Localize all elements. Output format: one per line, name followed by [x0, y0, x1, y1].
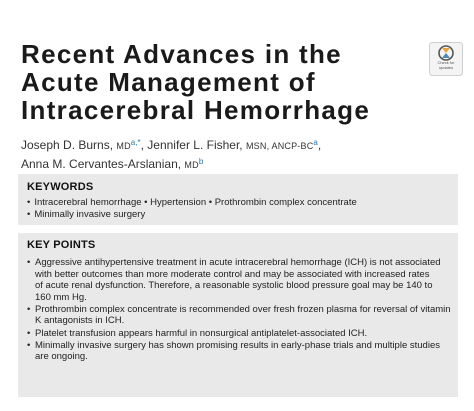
- author-line: [21, 154, 461, 173]
- author-line: [21, 135, 461, 154]
- affiliation-link[interactable]: a: [313, 138, 318, 147]
- author-credential: MD: [116, 141, 131, 151]
- bullet-glyph: •: [27, 339, 31, 351]
- title-line: Acute Management of: [21, 67, 316, 97]
- title-line: Intracerebral Hemorrhage: [21, 95, 371, 125]
- keywords-heading: KEYWORDS: [27, 181, 94, 193]
- author-credential: MD: [184, 160, 199, 170]
- author-name: Joseph D. Burns,: [21, 138, 117, 152]
- keywords-list: [27, 197, 452, 221]
- author-separator: ,: [140, 138, 148, 152]
- check-for-updates-label: Check for updates: [437, 60, 455, 70]
- bullet-glyph: •: [27, 209, 31, 220]
- affiliation-link[interactable]: b: [198, 157, 204, 166]
- author-name: Jennifer L. Fisher,: [147, 138, 246, 152]
- bullet-glyph: •: [27, 197, 31, 208]
- key-point-item: • Prothrombin complex concentrate is recommended over fresh frozen plasma for reversal of vitamin K antagonists in ICH.: [27, 303, 451, 327]
- author-separator: ,: [317, 138, 322, 152]
- crossmark-icon: [429, 42, 463, 76]
- bullet-glyph: •: [27, 327, 31, 339]
- key-points-heading: KEY POINTS: [27, 239, 96, 251]
- title-line: Recent Advances in the: [21, 39, 342, 69]
- check-for-updates-button[interactable]: [429, 42, 463, 76]
- bullet-glyph: •: [27, 257, 31, 268]
- article-title: [21, 40, 421, 124]
- keywords-box: [18, 174, 458, 225]
- author-name: Anna M. Cervantes-Arslanian,: [21, 157, 185, 171]
- affiliation-link[interactable]: a,*: [130, 138, 141, 147]
- key-points-list: [27, 257, 452, 363]
- author-credential: MSN, ANCP-BC: [245, 141, 314, 151]
- keyword-line: • Intracerebral hemorrhage • Hypertension • Prothrombin complex concentrate: [27, 197, 357, 208]
- key-point-item: • Aggressive antihypertensive treatment in acute intracerebral hemorrhage (ICH) is not associated with better outcomes than more moderate control and may be associated with increased rates of acute renal dysfunction. Therefore, a reasonable systolic blood pressure goal may be 140 to 160 mm Hg.: [27, 257, 441, 303]
- bullet-glyph: •: [27, 303, 31, 315]
- key-point-item: • Platelet transfusion appears harmful in nonsurgical antiplatelet-associated ICH.: [27, 327, 368, 339]
- author-list: [21, 135, 461, 173]
- keyword-line: • Minimally invasive surgery: [27, 209, 146, 220]
- key-point-item: • Minimally invasive surgery has shown promising results in early-phase trials and multiple studies are ongoing.: [27, 339, 440, 363]
- key-points-box: [18, 233, 458, 397]
